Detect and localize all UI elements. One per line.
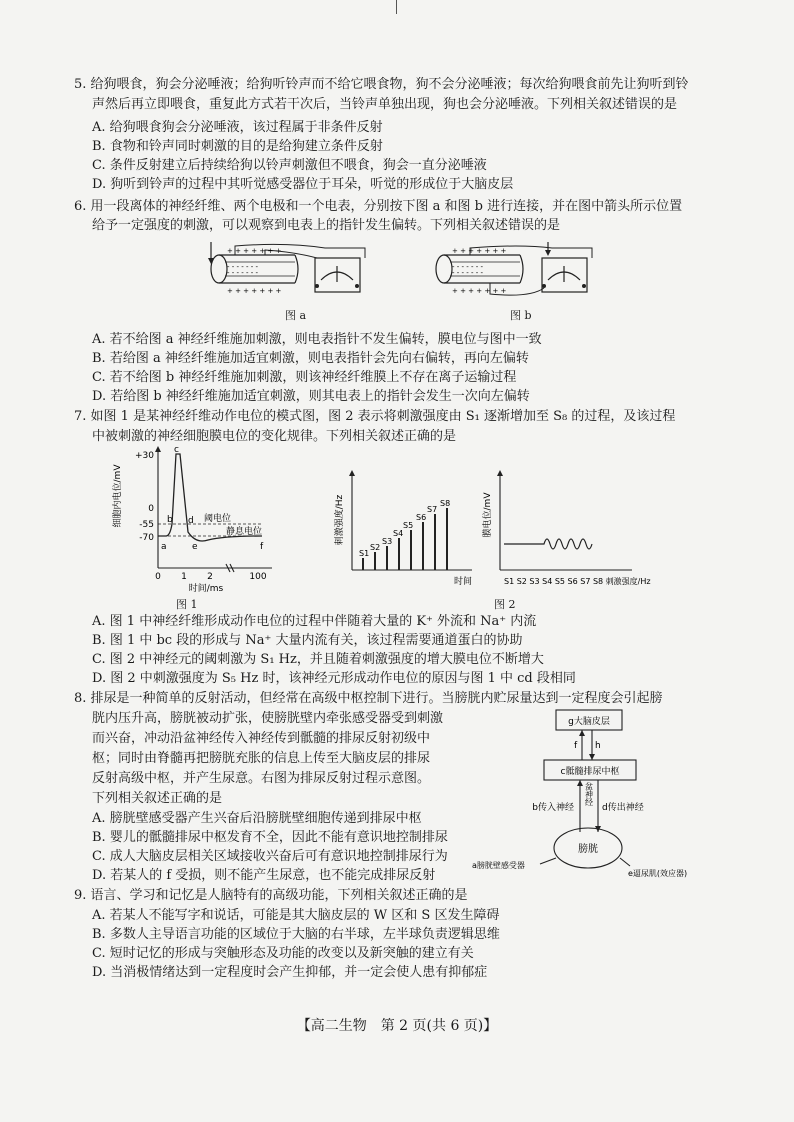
fig1-ytick-0: 0 bbox=[148, 504, 154, 514]
q6-stem-line1: 6. 用一段离体的神经纤维、两个电极和一个电表，分别按下图 a 和图 b 进行连接，并在图中箭头所示位置 bbox=[74, 199, 683, 214]
q6-option-a: A. 若不给图 a 神经纤维施加刺激，则电表指针不发生偏转，膜电位与图中一致 bbox=[92, 332, 542, 347]
stimulus-figure bbox=[332, 470, 692, 596]
q9-option-d: D. 当消极情绪达到一定程度时会产生抑郁，并一定会使人患有抑郁症 bbox=[92, 965, 488, 980]
urination-reflex-diagram bbox=[470, 708, 688, 880]
fig1-point-f: f bbox=[260, 542, 264, 552]
fig1-ytick-30: +30 bbox=[135, 451, 154, 461]
q5-stem-line1: 5. 给狗喂食，狗会分泌唾液；给狗听铃声而不给它喂食物，狗不会分泌唾液；每次给狗喂食前先让狗听到铃 bbox=[74, 77, 689, 92]
bar-label-s3: S3 bbox=[382, 537, 393, 546]
fig1-xlabel: 时间/ms bbox=[188, 584, 224, 594]
fiber-a-plus-bottom: + + + + + + + bbox=[227, 287, 282, 295]
fiber-b-plus-top: + + + + + + + bbox=[452, 247, 507, 255]
sacral-center-label: c骶髓排尿中枢 bbox=[560, 767, 620, 777]
q8-stem-line1: 8. 排尿是一种简单的反射活动，但经常在高级中枢控制下进行。当膀胱内贮尿量达到一定程度会引起膀 bbox=[74, 691, 663, 706]
q7-option-d: D. 图 2 中刺激强度为 S₅ Hz 时，该神经元形成动作电位的原因与图 1 中 cd 段相同 bbox=[92, 671, 576, 686]
q6-option-c: C. 若不给图 b 神经纤维施加刺激，则该神经纤维膜上不存在离子运输过程 bbox=[92, 370, 517, 385]
q8-stem-line3: 而兴奋，冲动沿盆神经传入神经传到骶髓的排尿反射初级中 bbox=[92, 731, 431, 746]
bar-label-s7: S7 bbox=[427, 505, 438, 514]
nerve-fiber-figure-b bbox=[430, 238, 600, 300]
q8-stem-line4: 枢；同时由脊髓再把膀胱充胀的信息上传至大脑皮层的排尿 bbox=[92, 751, 431, 766]
q9-option-c: C. 短时记忆的形成与突触形态及功能的改变以及新突触的建立有关 bbox=[92, 946, 474, 961]
q8-option-a: A. 膀胱壁感受器产生兴奋后沿膀胱壁细胞传递到排尿中枢 bbox=[92, 811, 422, 826]
bar-label-s1: S1 bbox=[359, 549, 370, 558]
fig1-ytick-55: -55 bbox=[139, 520, 154, 530]
bar-label-s8: S8 bbox=[440, 499, 451, 508]
fiber-b-plus-bottom: + + + + + + + bbox=[452, 287, 507, 295]
fig1-xtick-2: 2 bbox=[207, 572, 213, 582]
cortex-label: g大脑皮层 bbox=[568, 717, 610, 727]
fig2-right-ylabel: 膜电位/mV bbox=[483, 492, 493, 538]
membrane-potential-curve bbox=[504, 539, 592, 549]
fig1-point-c: c bbox=[174, 445, 179, 455]
fig1-threshold-label: 阈电位 bbox=[204, 514, 232, 524]
fig1-ylabel: 细胞内电位/mV bbox=[113, 464, 123, 528]
fiber-b-minus-top: - - - - - - - bbox=[452, 263, 484, 271]
bladder-label: 膀胱 bbox=[578, 844, 598, 855]
bar-label-s6: S6 bbox=[416, 513, 427, 522]
fiber-a-minus-top: - - - - - - - bbox=[227, 263, 259, 271]
page-footer: 【高二生物 第 2 页(共 6 页)】 bbox=[296, 1018, 498, 1034]
q7-stem-line1: 7. 如图 1 是某神经纤维动作电位的模式图，图 2 表示将刺激强度由 S₁ 逐渐增加至 S₈ 的过程，及该过程 bbox=[74, 409, 676, 424]
fiber-a-minus-bottom: - - - - - - - bbox=[227, 269, 259, 277]
bar-label-s5: S5 bbox=[403, 521, 414, 530]
fig1-point-d: d bbox=[188, 516, 194, 526]
q7-stem-line2: 中被刺激的神经细胞膜电位的变化规律。下列相关叙述正确的是 bbox=[92, 429, 457, 444]
q8-option-c: C. 成人大脑皮层相关区域接收兴奋后可有意识地控制排尿行为 bbox=[92, 849, 448, 864]
fig1-xtick-1: 1 bbox=[181, 572, 187, 582]
fig2-right-xlabel: S1 S2 S3 S4 S5 S6 S7 S8 刺激强度/Hz bbox=[504, 577, 651, 586]
fig1-point-b: b bbox=[167, 515, 173, 525]
q5-option-d: D. 狗听到铃声的过程中其听觉感受器位于耳朵，听觉的形成位于大脑皮层 bbox=[92, 177, 514, 192]
pelvic-nerve-label: 盆神经 bbox=[584, 782, 594, 806]
fig2-caption: 图 2 bbox=[494, 598, 516, 611]
q7-option-c: C. 图 2 中神经元的阈刺激为 S₁ Hz，并且随着刺激强度的增大膜电位不断增大 bbox=[92, 652, 544, 667]
fig-b-caption: 图 b bbox=[510, 309, 532, 322]
q8-option-b: B. 婴儿的骶髓排尿中枢发育不全，因此不能有意识地控制排尿 bbox=[92, 830, 448, 845]
fig1-point-a: a bbox=[161, 542, 167, 552]
q8-stem-line5: 反射高级中枢，并产生尿意。右图为排尿反射过程示意图。 bbox=[92, 771, 431, 786]
fiber-b-end bbox=[436, 255, 452, 283]
q5-stem-line2: 声然后再立即喂食，重复此方式若干次后，当铃声单独出现，狗也会分泌唾液。下列相关叙述错误的是 bbox=[92, 97, 678, 112]
fig1-resting-label: 静息电位 bbox=[226, 527, 263, 537]
q8-option-d: D. 若某人的 f 受损，则不能产生尿意，也不能完成排尿反射 bbox=[92, 868, 436, 883]
fig1-xtick-0: 0 bbox=[155, 572, 161, 582]
q7-option-a: A. 图 1 中神经纤维形成动作电位的过程中伴随着大量的 K⁺ 外流和 Na⁺ 内流 bbox=[92, 614, 537, 629]
q8-stem-line6: 下列相关叙述正确的是 bbox=[92, 791, 223, 806]
fiber-b-minus-bottom: - - - - - - - bbox=[452, 269, 484, 277]
fig2-left-xlabel: 时间 bbox=[453, 577, 472, 587]
action-potential-figure bbox=[112, 446, 282, 594]
fig1-ytick-70: -70 bbox=[139, 533, 154, 543]
nerve-fiber-figure-a bbox=[205, 238, 370, 300]
q5-option-b: B. 食物和铃声同时刺激的目的是给狗建立条件反射 bbox=[92, 139, 383, 154]
q5-option-c: C. 条件反射建立后持续给狗以铃声刺激但不喂食，狗会一直分泌唾液 bbox=[92, 158, 487, 173]
fig2-left-ylabel: 刺激强度/Hz bbox=[335, 494, 345, 546]
q9-option-a: A. 若某人不能写字和说话，可能是其大脑皮层的 W 区和 S 区发生障碍 bbox=[92, 908, 500, 923]
bar-label-s2: S2 bbox=[370, 543, 381, 552]
fig-a-caption: 图 a bbox=[285, 309, 307, 322]
q6-stem-line2: 给予一定强度的刺激，可以观察到电表上的指针发生偏转。下列相关叙述错误的是 bbox=[92, 218, 561, 233]
fig1-point-e: e bbox=[192, 542, 198, 552]
efferent-nerve-label: d传出神经 bbox=[602, 803, 644, 813]
q6-option-b: B. 若给图 a 神经纤维施加适宜刺激，则电表指针会先向右偏转，再向左偏转 bbox=[92, 351, 529, 366]
q8-stem-line2: 胱内压升高，膀胱被动扩张，使膀胱壁内牵张感受器受到刺激 bbox=[92, 711, 444, 726]
fig1-xtick-100: 100 bbox=[249, 572, 267, 582]
top-mark bbox=[396, 0, 397, 14]
pathway-h-label: h bbox=[595, 741, 601, 751]
q7-option-b: B. 图 1 中 bc 段的形成与 Na⁺ 大量内流有关，该过程需要通道蛋白的协助 bbox=[92, 633, 523, 648]
q6-option-d: D. 若给图 b 神经纤维施加适宜刺激，则其电表上的指针会发生一次向左偏转 bbox=[92, 389, 530, 404]
afferent-nerve-label: b传入神经 bbox=[532, 803, 574, 813]
bar-label-s4: S4 bbox=[393, 529, 404, 538]
receptor-label: a膀胱壁感受器 bbox=[472, 861, 525, 870]
fiber-a-plus-top: + + + + + + + bbox=[227, 247, 282, 255]
q9-option-b: B. 多数人主导语言功能的区域位于大脑的右半球，左半球负责逻辑思维 bbox=[92, 927, 500, 942]
q9-stem: 9. 语言、学习和记忆是人脑特有的高级功能，下列相关叙述正确的是 bbox=[74, 888, 468, 903]
q5-option-a: A. 给狗喂食狗会分泌唾液，该过程属于非条件反射 bbox=[92, 120, 383, 135]
fig1-caption: 图 1 bbox=[176, 598, 198, 611]
pathway-f-label: f bbox=[574, 741, 578, 751]
effector-label: e逼尿肌(效应器) bbox=[628, 869, 688, 878]
